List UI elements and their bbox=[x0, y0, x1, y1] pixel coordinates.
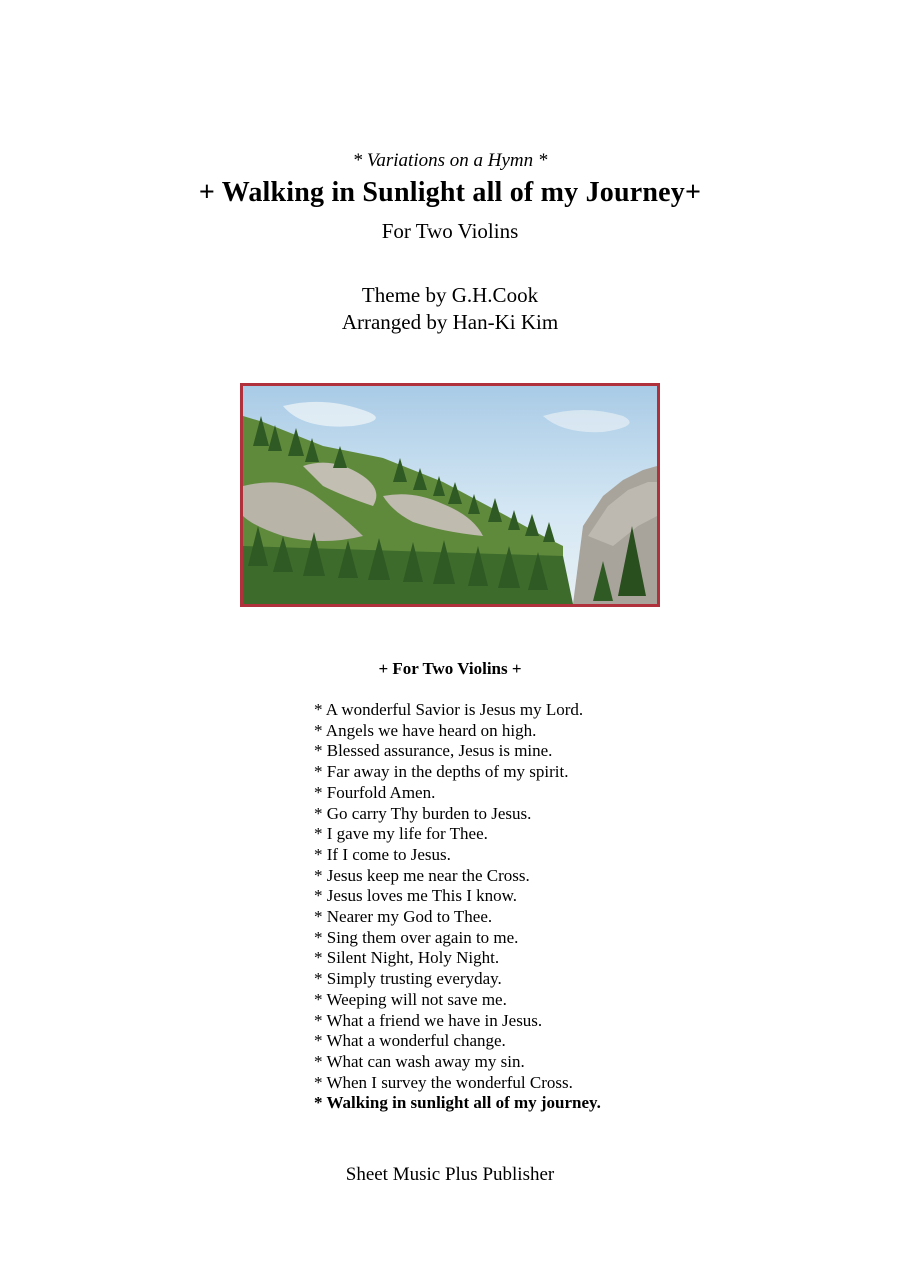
list-item: * When I survey the wonderful Cross. bbox=[314, 1072, 573, 1092]
arranger-credit: Arranged by Han-Ki Kim bbox=[341, 310, 559, 334]
list-item: * Silent Night, Holy Night. bbox=[314, 948, 500, 968]
list-item: * Jesus loves me This I know. bbox=[314, 886, 518, 906]
list-item: * What a wonderful change. bbox=[314, 1031, 506, 1051]
list-item: * Weeping will not save me. bbox=[314, 989, 507, 1009]
list-item: * Angels we have heard on high. bbox=[314, 720, 537, 740]
list-item: * I gave my life for Thee. bbox=[314, 824, 488, 844]
list-item: * If I come to Jesus. bbox=[314, 844, 451, 864]
list-item: * Nearer my God to Thee. bbox=[314, 907, 493, 927]
instrumentation: For Two Violins bbox=[381, 219, 519, 243]
list-item: * What can wash away my sin. bbox=[314, 1051, 525, 1071]
list-item: * Blessed assurance, Jesus is mine. bbox=[314, 741, 553, 761]
landscape-illustration bbox=[243, 386, 657, 604]
list-item: * Sing them over again to me. bbox=[314, 927, 519, 947]
page-title: + Walking in Sunlight all of my Journey+ bbox=[198, 177, 702, 208]
list-item: * A wonderful Savior is Jesus my Lord. bbox=[314, 700, 584, 719]
publisher: Sheet Music Plus Publisher bbox=[345, 1164, 555, 1185]
list-item: * Far away in the depths of my spirit. bbox=[314, 762, 569, 782]
collection-heading: + For Two Violins + bbox=[378, 659, 522, 678]
featured-list-item: * Walking in sunlight all of my journey. bbox=[314, 1093, 601, 1113]
list-item: * What a friend we have in Jesus. bbox=[314, 1010, 543, 1030]
list-item: * Simply trusting everyday. bbox=[314, 969, 502, 989]
subtitle: * Variations on a Hymn * bbox=[352, 150, 548, 171]
list-item: * Jesus keep me near the Cross. bbox=[314, 865, 530, 885]
list-item: * Go carry Thy burden to Jesus. bbox=[314, 803, 532, 823]
mountain-landscape-photo bbox=[240, 383, 660, 607]
list-item: * Fourfold Amen. bbox=[314, 782, 436, 802]
hymn-list bbox=[314, 700, 601, 1114]
theme-credit: Theme by G.H.Cook bbox=[361, 283, 539, 307]
